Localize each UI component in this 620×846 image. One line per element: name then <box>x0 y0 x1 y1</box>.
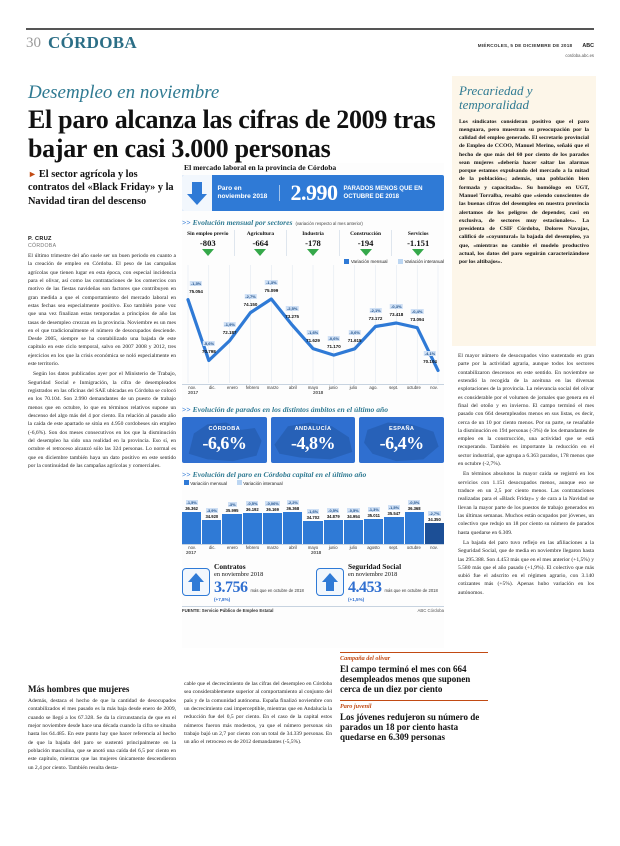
bar-rect <box>243 513 262 544</box>
bar-pct-label: -0,5% <box>247 501 258 506</box>
bar-rect <box>384 517 403 545</box>
ambit-value: -6,4% <box>379 433 424 453</box>
stat-title: Seguridad Social <box>348 562 402 571</box>
legend-item <box>344 259 388 264</box>
legend-item <box>398 259 444 264</box>
body-column-c <box>184 680 332 749</box>
down-triangle-icon <box>360 249 372 256</box>
point-value-label: 74.150 <box>243 301 258 307</box>
bar-column <box>324 488 343 544</box>
point-value-label: 71.170 <box>326 344 341 350</box>
ambit-value: -6,6% <box>202 433 247 453</box>
axis-tick-label: sept. <box>389 545 399 550</box>
ambit-box <box>182 417 267 463</box>
axis-tick-label: febrero <box>245 545 260 550</box>
line-chart <box>182 265 444 383</box>
point-value-label: 73.418 <box>389 312 404 318</box>
bar-value-label: 36.169 <box>266 507 279 513</box>
axis-tick-label: dic. <box>208 545 216 550</box>
point-pct-label: -4,1% <box>424 351 436 357</box>
body-column-d <box>458 352 594 599</box>
masthead-brand: ABC <box>582 43 594 49</box>
bar-column <box>344 488 363 544</box>
byline-place: CÓRDOBA <box>28 243 57 249</box>
sector-name: Agricultura <box>246 231 275 237</box>
point-pct-label: -0,6% <box>349 329 360 335</box>
point-pct-label: -0,3% <box>391 304 402 310</box>
caption-marker-icon: >> <box>182 470 191 479</box>
arrow-up-shape <box>188 573 204 591</box>
axis-year-label: 2017 <box>188 390 199 395</box>
band-big-number: 2.990 <box>290 180 338 205</box>
band-subtext: PARADOS MENOS QUE EN OCTUBRE DE 2018 <box>343 185 423 200</box>
section-name: CÓRDOBA <box>48 33 137 52</box>
point-pct-label: -2,1% <box>370 307 381 313</box>
bar-chart-bars <box>182 488 444 544</box>
down-triangle-icon <box>202 249 214 256</box>
bar-pct-label: -0,5% <box>348 507 359 513</box>
bar-column <box>222 488 241 544</box>
article-lede <box>28 168 176 208</box>
point-value-label: 73.275 <box>285 314 300 320</box>
sector-value: -178 <box>305 238 321 248</box>
bar-value-label: 36.368 <box>407 506 421 511</box>
bar-chart-year-axis <box>182 550 444 558</box>
ambit-value: -4,8% <box>291 433 335 453</box>
stats-row <box>182 563 444 602</box>
axis-tick-label: junio <box>328 385 338 390</box>
paragraph: Además, destaca el hecho de que la cantidad de desocupados contabilizados el mes pasado es la más baja desde enero de 2009, cuando se llegó a los 67.328. Se da la circunstancia de que en el mejor noviembre desde hace una década cuando la cifra se situaba hasta los 64.485. En este punto hay que hacer referencia al hecho de que la bajada del paro se sustentó principalmente en la población masculina, que se anotó una caída del 6,5 por ciento en este capítulo, mientras que las mujeres únicamente descendieron un 2,4 por ciento. También resulta desta- <box>28 698 176 771</box>
point-pct-label: -0,6% <box>328 336 340 342</box>
bullet-icon: ► <box>28 169 37 179</box>
bar-pct-label: -0,06% <box>266 501 279 507</box>
axis-tick-label: nov. <box>188 545 196 550</box>
bar-column <box>405 488 424 544</box>
line-chart-legend <box>182 259 444 264</box>
paragraph: El último trimestre del año suele ser un buen periodo en cuanto a la creación de empleo en Córdoba. El peso de las campañas agrícolas que tienen lugar en esta época, con especial incidencia para el olivar, así como las contrataciones de los comercios con motivo de las fiestas navideñas son factores que contribuyen en gran medida a que el comportamiento del mercado laboral en estas fechas sea especialmente positivo. Eso también pone voz que una vez finalizan estas temporadas a principios de año las tasas de desempleo crezcan en la provincia. Noviembre es un mes en el que tradicionalmente el número de desocupados desciende. Desde 2005, siempre se ha contabilizado una bajada de este capítulo en este ciclo temporal, salvo en 2007 2008 y 2012, tres ejercicios en los que la crisis económica se noló especialmente en este territorio. <box>28 253 176 368</box>
stat-value: 4.453 <box>348 578 382 596</box>
axis-tick-label: nov. <box>430 545 438 550</box>
bar-pct-label: -0,5% <box>409 500 420 505</box>
axis-tick-label: abril <box>288 385 297 390</box>
legend-swatch-icon <box>237 480 242 485</box>
legend-label: Variación mensual <box>190 481 227 486</box>
axis-tick-label: julio <box>349 545 358 550</box>
ambits-row <box>182 417 444 463</box>
legend-swatch-icon <box>398 259 403 264</box>
point-pct-label: -5,6% <box>203 341 215 347</box>
axis-tick-label: agosto <box>367 545 380 550</box>
ambit-name: ANDALUCÍA <box>294 426 332 432</box>
bar-column <box>425 488 444 544</box>
line-chart-year-axis <box>182 390 444 398</box>
sidebar-body: Los sindicatos consideran positivo que el paro menguara, pero muestran su preocupación por la calidad del empleo generado. El secretario provincial de Empleo de CCOO, Manuel Merino, señaló que el hecho de que más del 60 por ciento de los parados sean mujeres «debería hacer saltar las alarmas porque estamos expulsando del mercado a la mitad de la población»; además, una población bien formada y capacitada». Su homólogo en UGT, Manuel Torralba, resaltó que «siendo conscientes de las buenas cifras del desempleo en nuestra provincia alertamos de los peligros de depender, casi en exclusiva, de sectores muy estacionales». La presidenta de CSIF Córdoba, Dolores Navajas, calificó de «coyuntural» la bajada del desempleo, ya que, «mientras no cambie el modelo productivo actual, los datos del paro seguirán caracterizándose por los altibajos». <box>459 118 589 266</box>
bar-column <box>182 488 201 544</box>
point-pct-label: -1,9% <box>224 321 235 327</box>
paragraph: En términos absolutos la mayor caída se registró en los servicios con 1.151 desocupados menos, aunque eso se traduce en un 2,5 por ciento menos. Las contrataciones realizadas para el «Black Friday» y de cara a la Navidad se llevan la mayor parte de los puestos de trabajo generados en las últimas semanas. Muchos están ocupados por jóvenes, un colectivo que redujo un 18 por ciento su número de parados hasta quedarse en 6.309. <box>458 471 594 536</box>
sidebar-precariedad <box>452 76 596 346</box>
article-kicker: Desempleo en noviembre <box>28 82 220 103</box>
arrow-down-icon <box>182 175 212 211</box>
bar-rect <box>222 514 241 544</box>
ministory-kicker: Campaña del olivar <box>340 652 488 662</box>
article-headline: El paro alcanza las cifras de 2009 tras bajar en casi 3.000 personas <box>28 105 436 164</box>
ambit-name: CÓRDOBA <box>208 426 241 432</box>
masthead <box>26 28 594 58</box>
bar-value-label: 35.995 <box>225 508 239 513</box>
point-value-label: 73.094 <box>410 316 425 322</box>
point-pct-label: -1,3% <box>190 280 202 286</box>
stat-title: Contratos <box>214 562 246 571</box>
ministory-headline: El campo terminó el mes con 664 desempleados menos que suponen cerca de un diez por ciento <box>340 664 471 695</box>
axis-year-label: 2018 <box>311 550 322 555</box>
band-label: Paro en noviembre 2018 <box>212 185 281 201</box>
bar-pct-label: -2,2% <box>287 500 298 505</box>
axis-year-label: 2018 <box>313 390 324 395</box>
bar-column <box>263 488 282 544</box>
bar-rect <box>425 523 444 544</box>
axis-tick-label: marzo <box>266 545 279 550</box>
bar-rect <box>344 520 363 544</box>
subheading: Más hombres que mujeres <box>28 684 130 694</box>
bar-column <box>202 488 221 544</box>
stat-value-line <box>348 579 444 597</box>
axis-tick-label: ago. <box>369 385 378 390</box>
legend-label: Variación mensual <box>350 259 388 264</box>
ambit-box <box>359 417 444 463</box>
lede-text: El sector agrícola y los contratos del «Black Friday» y la Navidad tiran del descenso <box>28 169 174 207</box>
bar-chart-legend <box>184 480 444 486</box>
infographic-footer <box>182 606 444 613</box>
point-value-label: 70.798 <box>201 349 216 355</box>
down-triangle-icon <box>254 249 266 256</box>
sector-value: -1.151 <box>407 238 430 248</box>
point-value-label: 73.172 <box>368 315 383 321</box>
axis-year-label: 2017 <box>186 550 197 555</box>
stat-value: 3.756 <box>214 578 248 596</box>
bar-rect <box>283 512 302 544</box>
ambits-caption-text: Evolución de parados en los distintos ámbitos en el último año <box>192 405 389 414</box>
byline <box>28 236 176 249</box>
stat-pct: (+1,5%) <box>348 596 365 602</box>
down-triangle-icon <box>307 249 319 256</box>
bar-value-label: 34.920 <box>205 513 219 519</box>
bar-rect <box>263 513 282 544</box>
point-pct-label: -2,5% <box>286 306 298 312</box>
byline-author: P. CRUZ <box>28 236 52 242</box>
bar-value-label: 36.192 <box>245 507 259 512</box>
stat-subtitle: en noviembre 2018 <box>348 571 398 579</box>
credit-text: ABC Córdoba <box>417 607 444 613</box>
axis-tick-label: enero <box>227 545 238 550</box>
axis-tick-label: febrero <box>245 385 260 390</box>
sector-value: -664 <box>252 238 269 248</box>
stat-note: más que en octubre de 2018 <box>250 587 304 593</box>
caption-marker-icon: >> <box>182 218 191 227</box>
sector-cell <box>182 230 234 256</box>
bar-value-label: 34.702 <box>306 515 320 521</box>
axis-tick-label: nov. <box>188 385 196 390</box>
axis-tick-label: junio <box>328 545 338 550</box>
bar-pct-label: -3,9% <box>206 507 217 513</box>
sectors-caption <box>182 218 444 227</box>
ministory-kicker: Paro juvenil <box>340 700 488 710</box>
capital-caption-text: Evolución del paro en Córdoba capital en el último año <box>192 470 367 479</box>
point-value-label: 72.187 <box>222 329 237 335</box>
source-text: FUENTE: Servicio Público de Empleo Estatal <box>182 607 274 613</box>
bar-pct-label: -1,5% <box>186 500 197 505</box>
sector-name: Industria <box>302 231 324 237</box>
legend-label: Variación interanual <box>243 481 283 486</box>
bar-rect <box>303 521 322 544</box>
point-value-label: 71.615 <box>347 337 362 343</box>
bar-column <box>384 488 403 544</box>
sectors-caption-text: Evolución mensual por sectores <box>192 218 293 227</box>
axis-tick-label: marzo <box>266 385 279 390</box>
bar-value-label: 34.954 <box>347 513 360 519</box>
stat-seguridad-social <box>316 563 444 602</box>
legend-item <box>184 480 227 486</box>
bar-value-label: 34.350 <box>428 517 441 523</box>
sector-name: Servicios <box>407 231 429 237</box>
arrow-up-icon <box>316 568 344 596</box>
bar-column <box>303 488 322 544</box>
axis-tick-label: julio <box>349 385 358 390</box>
bar-value-label: 35.547 <box>387 510 401 516</box>
point-pct-label: -2,7% <box>245 293 256 299</box>
bar-rect <box>405 512 424 544</box>
paragraph: Según los datos publicados ayer por el Ministerio de Trabajo, Seguridad Social e Inmigración, la cifra de desempleados registrados en las oficinas del SAE ubicadas en Córdoba se colocó en los 70.104. Son 2.990 demandantes de un puesto de trabajo menos que en octubre, lo que en términos relativos supone un descenso del algo más del 4 por ciento. En relación al pasado año la caída de este apartado se sitúa en 4.950 cordobeses sin empleo (-6,6%). Son dos meses consecutivos en los que la disminución del desempleo ha sido una realidad en la provincia. Eso sí, en octubre el retroceso alcanzó sólo las 324 personas. Lo normal es que en diciembre también haya un dato positivo en este sentido por la continuidad de las campañas agrícolas y comerciales. <box>28 371 176 469</box>
axis-tick-label: abril <box>288 545 297 550</box>
point-value-label: 75.099 <box>264 288 279 293</box>
stat-contratos <box>182 563 310 602</box>
paragraph: cable que el decrecimiento de las cifras del desempleo en Córdoba sea considerablemente superior al comportamiento al conjunto del país y de la comunidad autónoma. España finalizó noviembre con un decrecimiento casi imperceptible, mientras que en Andalucía la reducción fue del 0,5 por ciento. En el caso de la capital estos números fueron más modestos, ya que el número personas sin trabajo bajó un 2,7 por ciento con un total de 34.339 personas. En un año el retroceso es de 2012 demandantes (-5,5%). <box>184 681 332 746</box>
sector-value: -803 <box>199 238 216 248</box>
line-chart-labels <box>182 265 444 383</box>
point-pct-label: -0,4% <box>411 308 423 314</box>
page-folio: 30 <box>26 35 41 51</box>
legend-item <box>237 480 283 486</box>
axis-tick-label: dic. <box>208 385 216 390</box>
paro-headline-band <box>182 175 444 211</box>
sector-name: Construcción <box>350 231 381 237</box>
point-value-label: 70.104 <box>423 359 437 365</box>
ministory-headline: Los jóvenes redujeron su número de parados un 18 por ciento hasta quedarse en 6.309 personas <box>340 712 480 743</box>
ministory-olivar <box>340 652 488 694</box>
stat-subtitle: en noviembre 2018 <box>214 571 264 579</box>
bar-value-label: 36.362 <box>185 506 199 511</box>
point-pct-label: -1,3% <box>266 280 277 285</box>
bar-chart <box>182 488 444 558</box>
masthead-url: cordoba.abc.es <box>565 53 594 58</box>
bar-pct-label: -3% <box>228 502 236 507</box>
stat-note: más que en octubre de 2018 <box>384 587 438 593</box>
masthead-date: MIÉRCOLES, 5 DE DICIEMBRE DE 2018 <box>477 43 573 48</box>
bar-rect <box>182 512 201 544</box>
axis-tick-label: octubre <box>406 545 421 550</box>
masthead-right <box>478 34 594 58</box>
bar-pct-label: -0,5% <box>328 508 339 514</box>
ambit-name: ESPAÑA <box>389 426 415 432</box>
axis-tick-label: nov. <box>430 385 438 390</box>
sector-value: -194 <box>357 238 374 248</box>
sector-cell <box>391 230 444 256</box>
stat-value-line <box>214 579 310 597</box>
legend-swatch-icon <box>344 259 349 264</box>
bar-column <box>243 488 262 544</box>
sector-cell <box>286 230 339 256</box>
bar-column <box>364 488 383 544</box>
stat-text <box>214 563 310 602</box>
sector-cell <box>339 230 392 256</box>
point-pct-label: -1,6% <box>307 329 319 335</box>
bar-column <box>283 488 302 544</box>
sector-name: Sin empleo previo <box>187 231 229 237</box>
paragraph: El mayor número de desocupados vino sustentado en gran parte por la actividad agraria, aunque todos los sectores contabilizaron descensos en este sentido. En noviembre se extendió la recogida de la aceituna en las diversas explotaciones de la provincia. La relevancia social del olivar es considerable por el volumen de jornales que genera en el final del otoño y en invierno. El campo terminó el mes pasado con 664 desempleados menos en sus listas, es decir, cerca de un 10 por ciento menos. Por su parte, se resañable la disminución en 194 personas (-3%) de los demandantes de empleo en la construcción, una actividad que se está recuperando. También es importante la reducción en el sector industrial, que agrupa a 6.363 parados, 178 menos que en octubre (-2,7%). <box>458 353 594 468</box>
axis-tick-label: octubre <box>406 385 421 390</box>
ministory-juvenil <box>340 700 488 742</box>
stat-text <box>348 563 444 602</box>
point-value-label: 75.054 <box>189 288 203 294</box>
sectors-row <box>182 230 444 256</box>
bar-value-label: 35.011 <box>367 513 381 519</box>
bar-pct-label: -1,3% <box>368 507 379 513</box>
axis-tick-label: enero <box>227 385 238 390</box>
legend-swatch-icon <box>184 480 189 485</box>
bar-value-label: 36.368 <box>286 506 300 511</box>
bar-pct-label: -1,5% <box>388 504 400 510</box>
arrow-up-icon <box>182 568 210 596</box>
axis-tick-label: mayo <box>307 545 319 550</box>
sidebar-title: Precariedad y temporalidad <box>459 83 533 113</box>
legend-label: Variación interanual <box>404 259 444 264</box>
body-column-b <box>28 680 176 774</box>
sector-cell <box>234 230 287 256</box>
ambits-caption <box>182 405 444 414</box>
bar-value-label: 34.879 <box>326 514 340 520</box>
caption-marker-icon: >> <box>182 405 191 414</box>
bar-rect <box>324 520 343 544</box>
capital-caption <box>182 470 444 479</box>
ambit-box <box>271 417 356 463</box>
axis-tick-label: sept. <box>389 385 399 390</box>
infographic <box>182 163 444 648</box>
point-value-label: 71.629 <box>306 337 320 343</box>
paragraph: La bajada del paro tuvo reflejo en las afiliaciones a la Seguridad Social, que de media en noviembre llegaron hasta las 295.388. Son 4.453 más que en el mes anterior (+1,5%) y 5.580 más que el año pasado (+1,9%). El colectivo que más subió fue el adscrito en el régimen agrario, con 3.140 cotizantes más (+5%). Apenas hubo variación en los autónomos. <box>458 539 594 596</box>
body-column-a <box>28 252 176 472</box>
sectors-caption-note: (variación respecto al mes anterior) <box>295 221 363 226</box>
bar-pct-label: -2,7% <box>429 511 440 517</box>
axis-tick-label: mayo <box>307 385 319 390</box>
arrow-up-shape <box>322 573 338 591</box>
stat-pct: (+7,8%) <box>214 596 231 602</box>
bar-rect <box>202 520 221 544</box>
infographic-title: El mercado laboral en la provincia de Córdoba <box>184 163 337 172</box>
bar-pct-label: -1,6% <box>307 509 319 515</box>
down-triangle-icon <box>412 249 424 256</box>
bar-rect <box>364 519 383 544</box>
